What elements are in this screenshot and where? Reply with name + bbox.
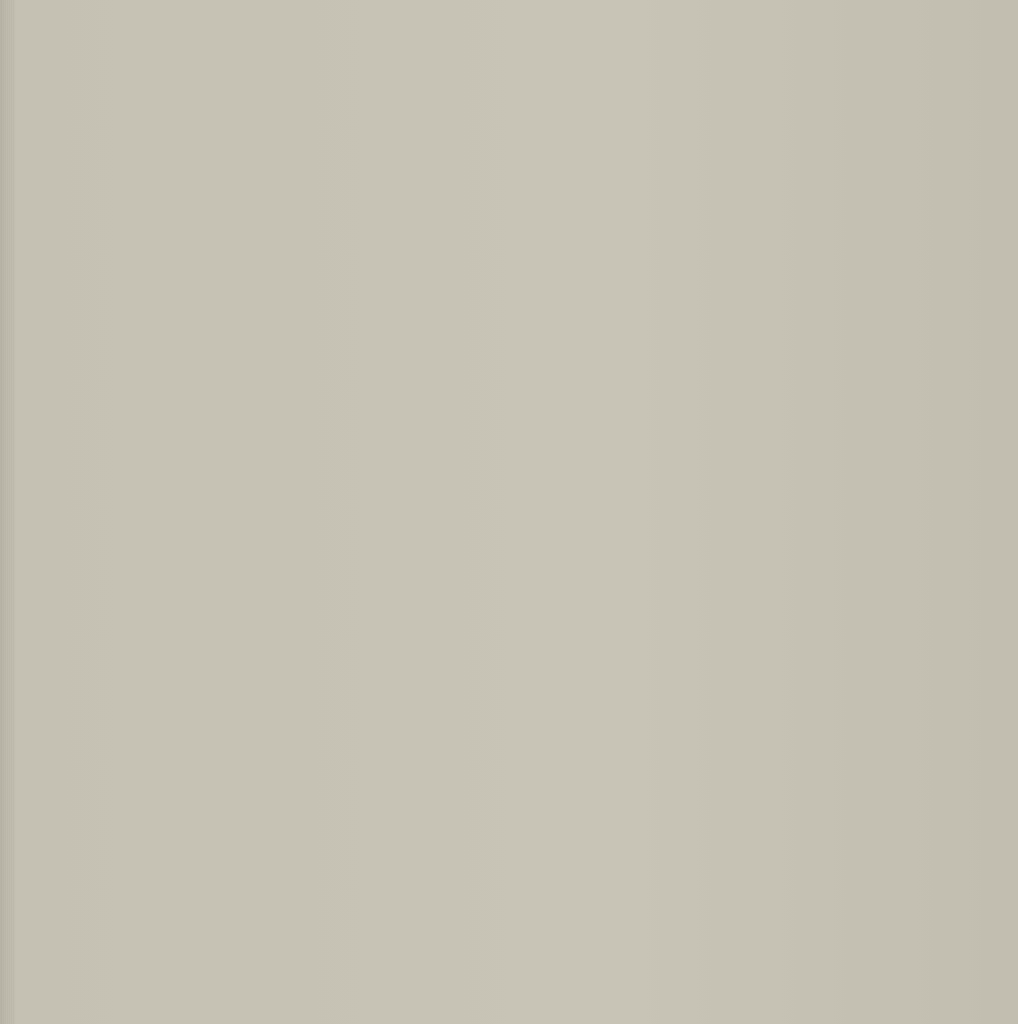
book-gutter [0,0,14,1024]
